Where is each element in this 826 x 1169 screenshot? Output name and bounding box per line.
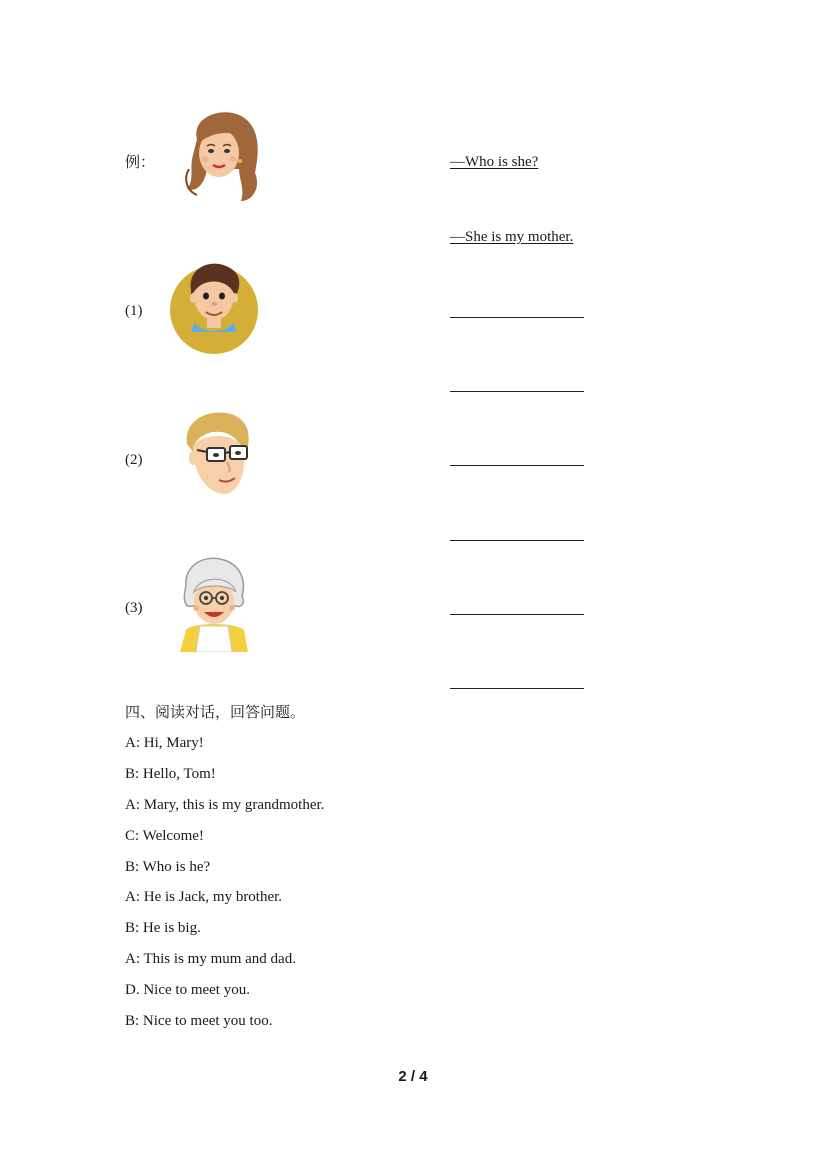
dialogue-line: A: Mary, this is my grandmother. — [125, 797, 325, 813]
dialogue-line: A: He is Jack, my brother. — [125, 889, 283, 905]
example-answer: —She is my mother. — [450, 229, 574, 245]
dialogue-line: C: Welcome! — [125, 828, 204, 844]
answer-blank-1a[interactable] — [450, 317, 584, 318]
answer-blank-3b[interactable] — [450, 688, 584, 689]
section-4-heading: 四、阅读对话，回答问题。 — [125, 705, 306, 721]
item-3-label: (3) — [125, 600, 143, 616]
dialogue-line: A: This is my mum and dad. — [125, 951, 296, 967]
page-number: 2 / 4 — [398, 1068, 428, 1085]
dialogue-line: B: Nice to meet you too. — [125, 1013, 273, 1029]
answer-blank-1b[interactable] — [450, 391, 584, 392]
item-1-label: (1) — [125, 303, 143, 319]
dialogue-line: B: He is big. — [125, 920, 201, 936]
answer-blank-2b[interactable] — [450, 540, 584, 541]
grandmother-face-icon — [178, 556, 250, 652]
mother-face-icon — [183, 109, 263, 205]
example-label: 例： — [125, 155, 156, 171]
dialogue-line: A: Hi, Mary! — [125, 735, 204, 751]
dialogue-line: D. Nice to meet you. — [125, 982, 250, 998]
man-with-glasses-face-icon — [179, 410, 253, 496]
example-question: —Who is she? — [450, 154, 539, 170]
item-2-label: (2) — [125, 452, 143, 468]
answer-blank-3a[interactable] — [450, 614, 584, 615]
answer-blank-2a[interactable] — [450, 465, 584, 466]
dialogue-line: B: Hello, Tom! — [125, 766, 216, 782]
boy-face-icon — [169, 256, 261, 354]
dialogue-line: B: Who is he? — [125, 859, 211, 875]
